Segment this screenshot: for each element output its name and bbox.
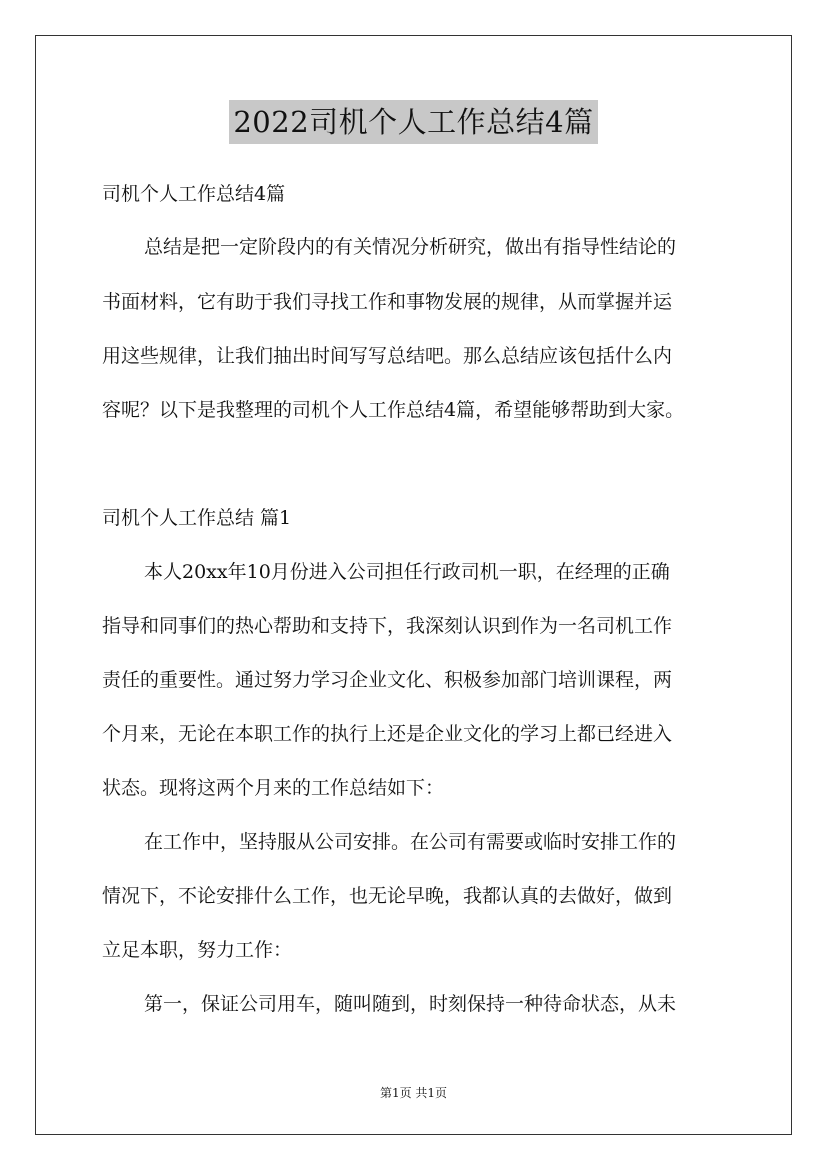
intro-line-4: 容呢？以下是我整理的司机个人工作总结4篇，希望能够帮助到大家。 (102, 399, 685, 421)
document-subtitle: 司机个人工作总结4篇 (102, 183, 286, 205)
document-title: 2022司机个人工作总结4篇 (229, 100, 597, 144)
para2-line-1: 在工作中，坚持服从公司安排。在公司有需要或临时安排工作的 (144, 831, 677, 853)
intro-line-1: 总结是把一定阶段内的有关情况分析研究，做出有指导性结论的 (144, 236, 677, 258)
para1-line-3: 责任的重要性。通过努力学习企业文化、积极参加部门培训课程，两 (102, 669, 673, 691)
para2-line-3: 立足本职，努力工作： (102, 939, 293, 961)
title-block (0, 100, 827, 144)
para1-line-5: 状态。现将这两个月来的工作总结如下： (102, 777, 445, 799)
intro-line-2: 书面材料，它有助于我们寻找工作和事物发展的规律，从而掌握并运 (102, 291, 673, 313)
para1-line-1: 本人20xx年10月份进入公司担任行政司机一职，在经理的正确 (144, 561, 670, 583)
para3-line-1: 第一，保证公司用车，随叫随到，时刻保持一种待命状态，从未 (144, 993, 677, 1015)
intro-line-3: 用这些规律，让我们抽出时间写写总结吧。那么总结应该包括什么内 (102, 345, 673, 367)
para2-line-2: 情况下，不论安排什么工作，也无论早晚，我都认真的去做好，做到 (102, 885, 673, 907)
page-footer: 第1页 共1页 (379, 1086, 448, 1100)
para1-line-2: 指导和同事们的热心帮助和支持下，我深刻认识到作为一名司机工作 (102, 615, 673, 637)
section-heading: 司机个人工作总结 篇1 (102, 507, 292, 529)
para1-line-4: 个月来，无论在本职工作的执行上还是企业文化的学习上都已经进入 (102, 723, 673, 745)
